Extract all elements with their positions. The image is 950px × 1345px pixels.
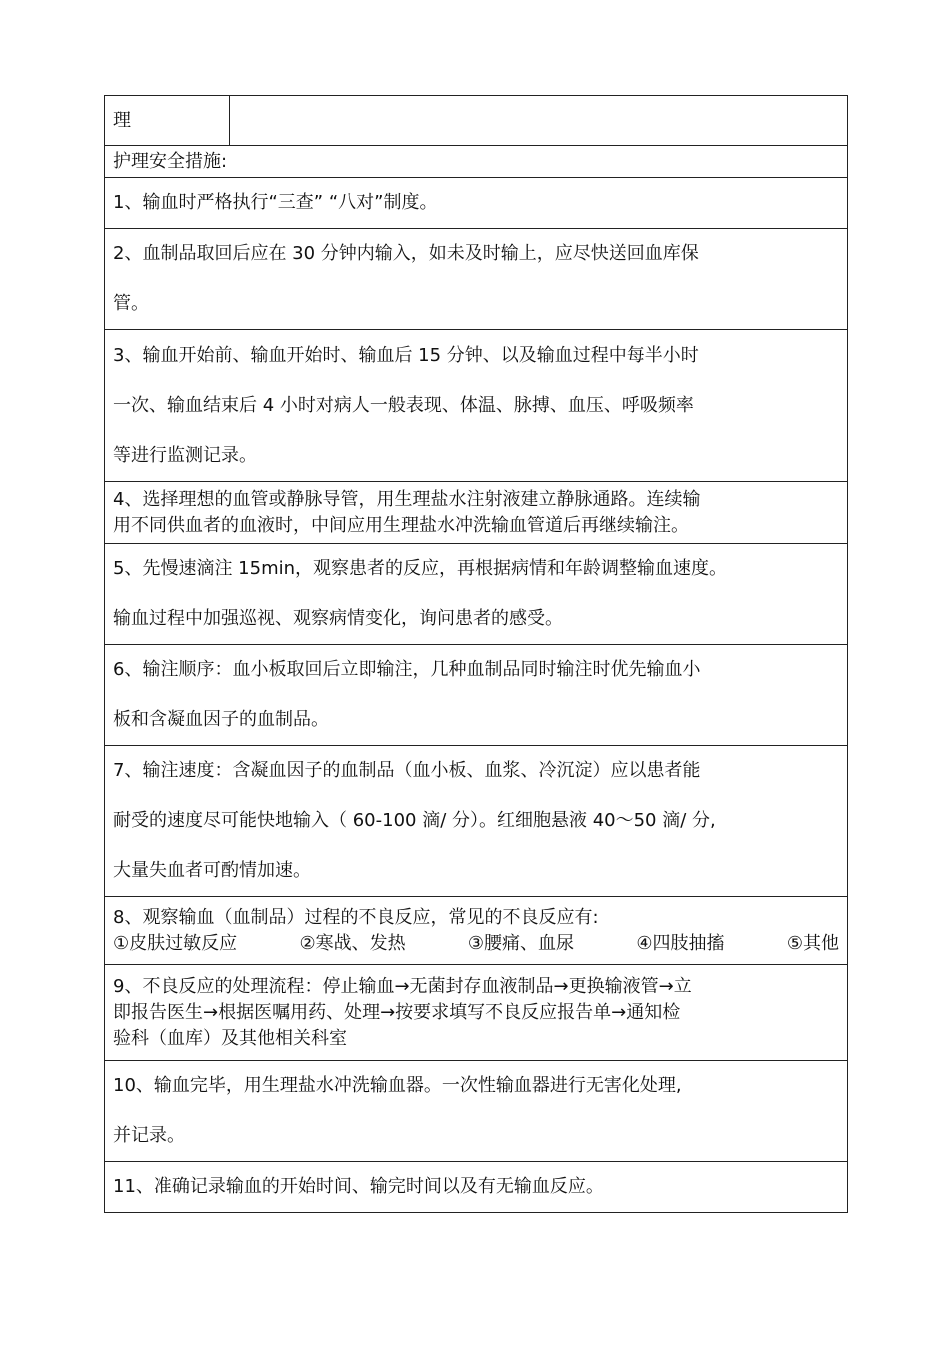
item-cell-2 — [105, 229, 848, 330]
item-7-line-1: 7、输注速度：含凝血因子的血制品（血小板、血浆、冷沉淀）应以患者能 — [113, 760, 701, 781]
section-title-row — [105, 146, 848, 178]
item-cell-5 — [105, 544, 848, 645]
item-row-10 — [105, 1061, 848, 1162]
item-5-line-2: 输血过程中加强巡视、观察病情变化，询问患者的感受。 — [113, 608, 563, 629]
reaction-item: ④四肢抽搐 — [636, 932, 725, 954]
section-title-cell — [105, 146, 848, 178]
header-row — [105, 96, 848, 146]
item-2-line-1: 2、血制品取回后应在 30 分钟内输入，如未及时输上，应尽快送回血库保 — [113, 243, 699, 264]
header-value-cell — [230, 96, 848, 146]
adverse-reaction-list — [113, 931, 839, 957]
item-row-4 — [105, 482, 848, 544]
item-10-line-2: 并记录。 — [113, 1125, 185, 1146]
item-11-line-1: 11、准确记录输血的开始时间、输完时间以及有无输血反应。 — [113, 1176, 604, 1197]
item-cell-1 — [105, 178, 848, 229]
item-cell-6 — [105, 645, 848, 746]
item-9-line-3: 验科（血库）及其他相关科室 — [113, 1027, 347, 1049]
item-10-line-1: 10、输血完毕，用生理盐水冲洗输血器。一次性输血器进行无害化处理, — [113, 1075, 682, 1096]
item-row-7 — [105, 746, 848, 897]
header-label: 理 — [113, 109, 131, 131]
nursing-safety-table — [104, 95, 848, 1213]
item-9-line-1: 9、不良反应的处理流程：停止输血→无菌封存血液制品→更换输液管→立 — [113, 975, 692, 997]
reaction-item: ③腰痛、血尿 — [467, 932, 575, 954]
item-row-9 — [105, 965, 848, 1061]
item-row-11 — [105, 1162, 848, 1213]
item-2-line-2: 管。 — [113, 293, 149, 314]
item-1-line-1: 1、输血时严格执行“三查” “八对”制度。 — [113, 192, 438, 213]
item-cell-10 — [105, 1061, 848, 1162]
item-5-line-1: 5、先慢速滴注 15min，观察患者的反应，再根据病情和年龄调整输血速度。 — [113, 558, 728, 579]
item-cell-11 — [105, 1162, 848, 1213]
item-cell-9 — [105, 965, 848, 1061]
item-3-line-2: 一次、输血结束后 4 小时对病人一般表现、体温、脉搏、血压、呼吸频率 — [113, 394, 694, 416]
header-label-cell — [105, 96, 230, 146]
item-cell-8 — [105, 897, 848, 965]
item-row-3 — [105, 330, 848, 482]
item-4-line-1: 4、选择理想的血管或静脉导管，用生理盐水注射液建立静脉通路。连续输 — [113, 488, 701, 510]
item-row-1 — [105, 178, 848, 229]
reaction-item: ②寒战、发热 — [299, 932, 406, 954]
item-4-line-2: 用不同供血者的血液时，中间应用生理盐水冲洗输血管道后再继续输注。 — [113, 514, 689, 536]
item-row-6 — [105, 645, 848, 746]
item-7-line-3: 大量失血者可酌情加速。 — [113, 860, 311, 881]
reaction-item: ①皮肤过敏反应 — [113, 932, 238, 954]
item-cell-3 — [105, 330, 848, 482]
item-row-2 — [105, 229, 848, 330]
item-3-line-1: 3、输血开始前、输血开始时、输血后 15 分钟、以及输血过程中每半小时 — [113, 344, 699, 366]
item-9-line-2: 即报告医生→根据医嘱用药、处理→按要求填写不良反应报告单→通知检 — [113, 1001, 681, 1023]
item-row-8 — [105, 897, 848, 965]
item-6-line-1: 6、输注顺序：血小板取回后立即输注，几种血制品同时输注时优先输血小 — [113, 659, 701, 680]
reaction-item: ⑤其他 — [786, 932, 839, 954]
item-8-line-1: 8、观察输血（血制品）过程的不良反应，常见的不良反应有: — [113, 906, 599, 928]
item-cell-4 — [105, 482, 848, 544]
item-cell-7 — [105, 746, 848, 897]
item-3-line-3: 等进行监测记录。 — [113, 444, 257, 466]
item-row-5 — [105, 544, 848, 645]
section-title: 护理安全措施: — [113, 150, 228, 172]
item-7-line-2: 耐受的速度尽可能快地输入（ 60-100 滴/ 分）。红细胞悬液 40～50 滴/ 分, — [113, 810, 716, 831]
item-6-line-2: 板和含凝血因子的血制品。 — [113, 709, 329, 730]
